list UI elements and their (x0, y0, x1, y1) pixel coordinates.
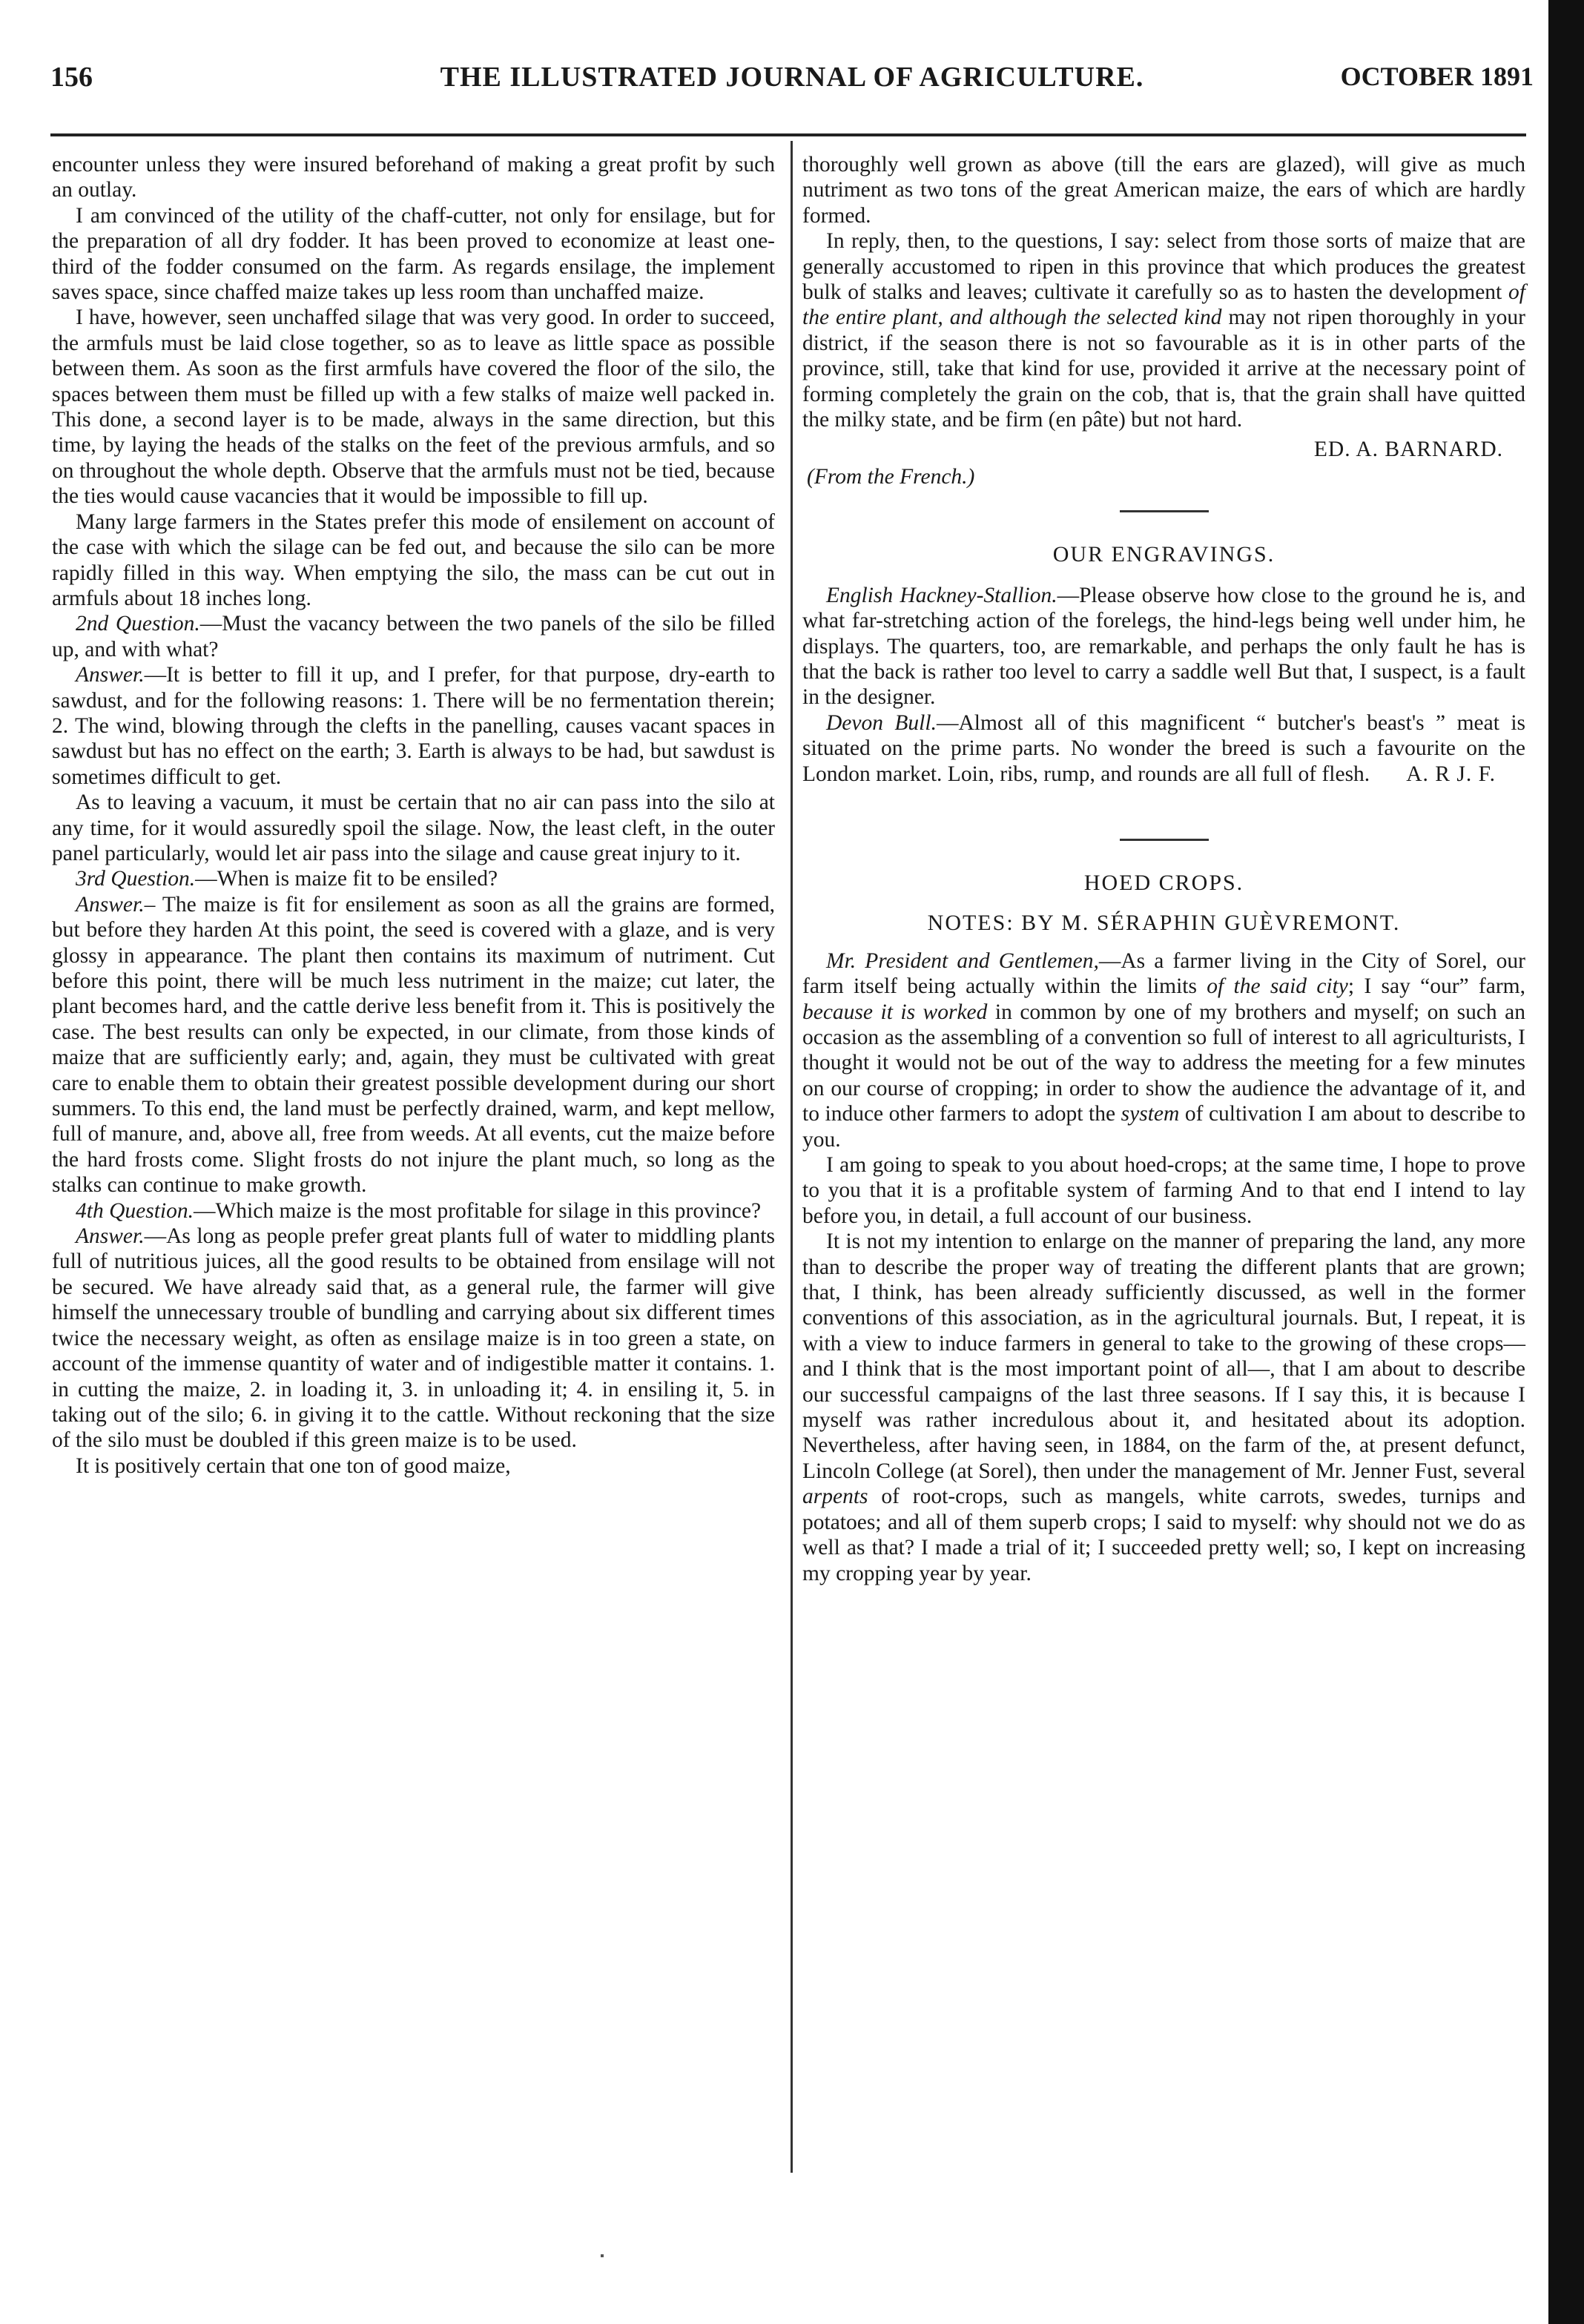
question-text: —When is maize fit to be ensiled? (195, 867, 498, 891)
question-text: —Must the vacancy between the two panels of the silo be filled up, and with what? (52, 612, 775, 661)
source-note: (From the French.) (807, 464, 975, 489)
section-rule (1120, 839, 1209, 841)
paragraph: As to leaving a vacuum, it must be certain that no air can pass into the silo at any time, for it would assuredly spoil the silage. Now, the least cleft, in the outer panel particularly, would let air pass into the silage and cause great injury to it. (52, 790, 775, 865)
paragraph: I have, however, seen unchaffed silage that was very good. In order to succeed, the armfuls must be laid close together, so as to leave as little space as possible between them. As soon as the first armfuls have covered the floor of the silo, the spaces between them must be filled up with a few stalks of maize well packed in. This done, a second layer is to be made, always in the same direction, but this time, by laying the heads of the stalks on the feet of the previous armfuls, and so on throughout the whole depth. Observe that the armfuls must not be tied, because the ties would cause vacancies that it would be impossible to fill up. (52, 306, 775, 509)
answer-text: —As long as people prefer great plants full of water to middling plants full of nutritious juices, all the good results to be obtained from ensilage will not be secured. We have already said that, as a general rule, the farmer will give himself the unnecessary trouble of bundling and carrying about six different times twice the necessary weight, as often as ensilage maize is in too green a state, on account of the immense quantity of water and of indigestible matter it contains. 1. in cutting the maize, 2. in loading it, 3. in unloading it; 4. in ensiling it, 5. in taking out of the silo; 6. in giving it to the cattle. Without reckoning that the size of the silo must be doubled if this green maize is to be used. (52, 1224, 775, 1453)
emphasis: of the entire plant, and although the selected kind (802, 280, 1525, 330)
right-column (802, 152, 1525, 1586)
question-label: 3rd Question. (76, 867, 196, 891)
question-text: —Which maize is the most profitable for silage in this province? (193, 1198, 762, 1223)
question-paragraph (52, 1198, 775, 1224)
engraving-title: Devon Bull. (826, 710, 937, 735)
engraving-note (802, 583, 1525, 710)
answer-paragraph (52, 662, 775, 790)
binding-edge (1548, 0, 1584, 2324)
question-paragraph (52, 611, 775, 662)
paragraph: encounter unless they were insured beforehand of making a great profit by such an outlay. (52, 153, 775, 202)
answer-text: —It is better to fill it up, and I prefer, for that purpose, dry-earth to sawdust, and for the following reasons: 1. There will be no fermentation therein; 2. The wind, blowing through the clefts in the panelling, causes vacant spaces in sawdust but has no effect on the earth; 3. Earth is always to be had, but sawdust is sometimes difficult to get. (52, 663, 775, 789)
print-speck (601, 2254, 604, 2257)
answer-paragraph (52, 892, 775, 1198)
author-signature: ED. A. BARNARD. (1313, 438, 1503, 462)
engraving-note (802, 710, 1525, 787)
column-divider (791, 141, 793, 2173)
answer-label: Answer. (76, 892, 145, 917)
paragraph: I am convinced of the utility of the chaff-cutter, not only for ensilage, but for the preparation of all dry fodder. It has been proved to economize at least one-third of the fodder consumed on the farm. As regards ensilage, the implement saves space, since chaffed maize takes up less room than unchaffed maize. (52, 203, 775, 305)
answer-text: – The maize is fit for ensilement as soon as all the grains are formed, but before they harden At this point, the seed is covered with a glaze, and is very glossy in appearance. The plant then contains its maximum of nutriment. Cut before this point, there will be much less nutriment in the maize; cut later, the plant becomes hard, and the cattle derive less benefit from it. This is positively the case. The best results can only be expected, in our climate, from those kinds of maize that are sufficiently early; and, again, they must be cultivated with great care to enable them to obtain their greatest possible development during our short summers. To this end, the land must be perfectly drained, warm, and kept mellow, full of manure, and, above all, free from weeds. At all events, cut the maize before the hard frosts come. Slight frosts do not injure the plant much, so long as the stalks can continue to make growth. (52, 892, 775, 1198)
question-paragraph (52, 866, 775, 891)
question-label: 2nd Question. (76, 612, 200, 636)
journal-title: THE ILLUSTRATED JOURNAL OF AGRICULTURE. (440, 62, 1144, 93)
paragraph: Mr. President and Gentlemen,—As a farmer living in the City of Sorel, our farm itself being actually within the limits of the said city; I say “our” farm, because it is worked in common by one of my brothers and myself; on such an occasion as the assembling of a convention so full of interest to all agriculturists, I thought it would not be out of the way to address the meeting for a few minutes on our course of cropping; in order to show the audience the advantage of it, and to induce other farmers to adopt the system of cultivation I am about to describe to you. (802, 948, 1525, 1152)
paragraph: It is positively certain that one ton of good maize, (76, 1453, 511, 1478)
question-label: 4th Question. (76, 1198, 194, 1223)
answer-label: Answer. (76, 663, 145, 687)
paragraph: In reply, then, to the questions, I say: select from those sorts of maize that are generally accustomed to ripen in this province that which produces the greatest bulk of stalks and leaves; cultivate it carefully so as to hasten the development of the entire plant, and although the selected kind may not ripen thoroughly in your district, if the season there is not so favourable as it is in other parts of the province, still, take that kind for use, provided it arrive at the necessary point of forming completely the grain on the cob, that is, that the grain shall have quitted the milky state, and be firm (en pâte) but not hard. (802, 229, 1525, 432)
header-rule (50, 133, 1526, 136)
engraving-text: —Almost all of this magnificent “ butcher's beast's ” meat is situated on the prime parts. No wonder the breed is such a favourite on the London market. Loin, ribs, rump, and rounds are all full of flesh. (802, 710, 1525, 786)
paragraph: It is not my intention to enlarge on the manner of preparing the land, any more than to describe the proper way of treating the different plants that are grown; that, I think, has been already sufficiently discussed, as well in the former conventions of this association, as in the agricultural journals. But, I repeat, it is with a view to induce farmers in general to take to the growing of these crops—and I think that is the most important point of all—, that I am about to describe our successful campaigns of the last three seasons. If I say this, it is because I myself was rather incredulous about it, and hesitated about its adoption. Nevertheless, after having seen, in 1884, on the farm of the, at present defunct, Lincoln College (at Sorel), then under the management of Mr. Jenner Fust, several arpents of root-crops, such as mangels, white carrots, swedes, turnips and potatoes; and all of them superb crops; I said to myself: why should not we do as well as that? I made a trial of it; I succeeded pretty well; so, I kept on increasing my cropping year by year. (802, 1229, 1525, 1585)
issue-date: OCTOBER 1891 (1340, 62, 1534, 91)
page-header (50, 61, 1534, 105)
paragraph: Many large farmers in the States prefer this mode of ensilement on account of the case with which the silage can be fed out, and because the silo can be more rapidly filled in this way. When emptying the silo, the mass can be cut out in armfuls about 18 inches long. (52, 509, 775, 610)
section-rule (1120, 510, 1209, 512)
section-heading-hoed-crops: HOED CROPS. (1083, 870, 1244, 895)
engravings-signature: A. R J. F. (1406, 762, 1496, 786)
engraving-text: —Please observe how close to the ground he is, and what far-stretching action of the forelegs, the hind-legs being well under him, he displays. The quarters, too, are remarkable, and perhaps the only fault he has is that the back is rather too level to carry a saddle well But that, I suspect, is a fault in the designer. (802, 583, 1525, 710)
page-number: 156 (50, 62, 93, 93)
section-heading-engravings: OUR ENGRAVINGS. (1052, 542, 1276, 567)
answer-paragraph (52, 1224, 775, 1453)
section-byline: NOTES: BY M. SÉRAPHIN GUÈVREMONT. (927, 911, 1401, 936)
paragraph: I am going to speak to you about hoed-crops; at the same time, I hope to prove to you that it is a profitable system of farming And to that end I intend to lay before you, in detail, a full account of our business. (802, 1153, 1525, 1228)
left-column (52, 152, 775, 1479)
answer-label: Answer. (76, 1224, 145, 1249)
salutation: Mr. President and Gentlemen, (826, 948, 1099, 973)
paragraph: thoroughly well grown as above (till the ears are glazed), will give as much nutriment as two tons of the great American maize, the ears of which are hardly formed. (802, 153, 1525, 228)
engraving-title: English Hackney-Stallion. (826, 583, 1057, 607)
